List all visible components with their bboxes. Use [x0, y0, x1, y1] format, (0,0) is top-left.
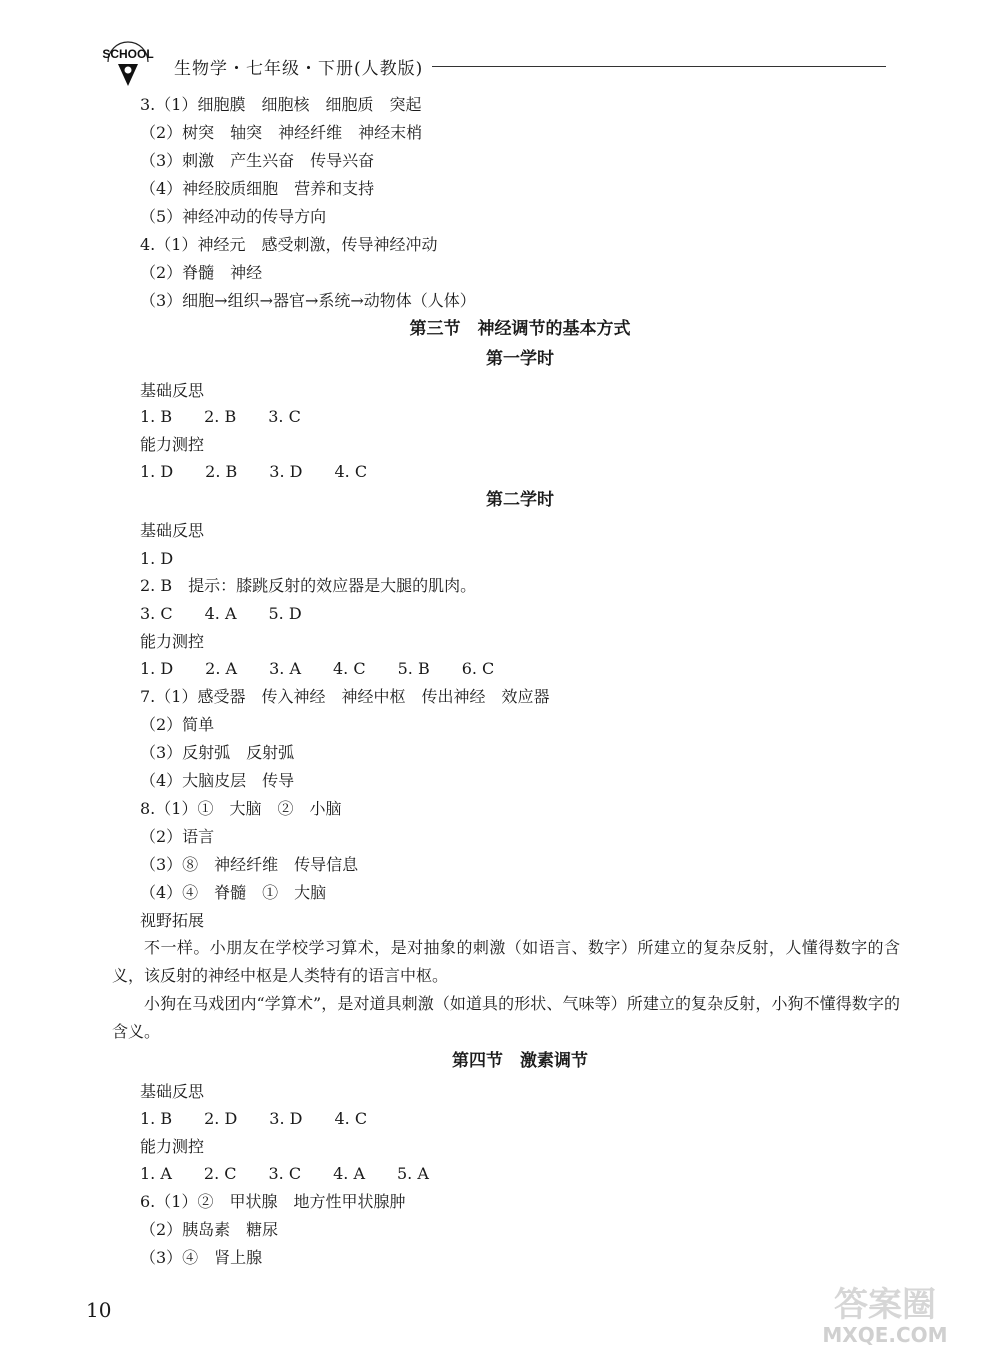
answer-line: （4）④ 脊髓 ① 大脑	[140, 883, 327, 902]
answer-line: （3）细胞→组织→器官→系统→动物体（人体）	[140, 291, 476, 310]
logo-text: SCHOOL	[102, 47, 154, 61]
category-label: 视野拓展	[140, 911, 205, 930]
answer-line: 1. B 2. D 3. D 4. C	[140, 1109, 368, 1128]
subsection-title: 第二学时	[486, 490, 554, 510]
answer-line: （4）神经胶质细胞 营养和支持	[140, 179, 375, 198]
answer-line: （4）大脑皮层 传导	[140, 771, 295, 790]
header-title: 生物学・七年级・下册(人教版)	[174, 59, 424, 79]
answer-line: 1. D	[140, 549, 174, 568]
extension-paragraph: 不一样。小朋友在学校学习算术，是对抽象的刺激（如语言、数字）所建立的复杂反射，人懂得数字的含义，该反射的神经中枢是人类特有的语言中枢。	[112, 938, 900, 985]
answer-line: 4.（1）神经元 感受刺激，传导神经冲动	[140, 235, 438, 254]
category-label: 基础反思	[140, 381, 205, 400]
category-label: 基础反思	[140, 1082, 205, 1101]
category-label: 能力测控	[140, 435, 205, 454]
answer-line: （3）④ 肾上腺	[140, 1248, 263, 1267]
page-header	[96, 34, 896, 94]
answer-line: （5）神经冲动的传导方向	[140, 207, 327, 226]
answer-line: （2）简单	[140, 715, 215, 734]
answer-line: （3）⑧ 神经纤维 传导信息	[140, 855, 359, 874]
answer-line: 1. D 2. B 3. D 4. C	[140, 462, 368, 481]
answer-line: 1. B 2. B 3. C	[140, 407, 301, 426]
answer-line: 3. C 4. A 5. D	[140, 604, 302, 623]
answer-line: 7.（1）感受器 传入神经 神经中枢 传出神经 效应器	[140, 687, 550, 706]
category-label: 基础反思	[140, 521, 205, 540]
answer-line: 1. A 2. C 3. C 4. A 5. A	[140, 1164, 429, 1183]
answer-line: 2. B 提示：膝跳反射的效应器是大腿的肌肉。	[140, 576, 477, 595]
answer-line: （2）脊髓 神经	[140, 263, 263, 282]
school-logo-icon	[96, 34, 160, 94]
answer-line: （3）反射弧 反射弧	[140, 743, 295, 762]
subsection-title: 第一学时	[486, 349, 554, 369]
section-title: 第四节 激素调节	[452, 1051, 588, 1071]
page-number: 10	[86, 1298, 112, 1322]
header-rule	[432, 66, 886, 67]
category-label: 能力测控	[140, 1137, 205, 1156]
category-label: 能力测控	[140, 632, 205, 651]
extension-paragraph: 小狗在马戏团内“学算术”，是对道具刺激（如道具的形状、气味等）所建立的复杂反射，小狗不懂得数字的含义。	[112, 994, 900, 1041]
section-title: 第三节 神经调节的基本方式	[409, 319, 631, 339]
watermark-logo	[790, 1278, 980, 1348]
answer-line: （2）树突 轴突 神经纤维 神经末梢	[140, 123, 423, 142]
answer-line: 8.（1）① 大脑 ② 小脑	[140, 799, 342, 818]
answer-line: （2）语言	[140, 827, 215, 846]
answer-line: （3）刺激 产生兴奋 传导兴奋	[140, 151, 375, 170]
answer-line: 1. D 2. A 3. A 4. C 5. B 6. C	[140, 659, 495, 678]
answer-line: 6.（1）② 甲状腺 地方性甲状腺肿	[140, 1192, 406, 1211]
watermark-text: 答案圈	[834, 1285, 936, 1325]
watermark-url: MXQE.COM	[822, 1323, 948, 1347]
answer-line: （2）胰岛素 糖尿	[140, 1220, 279, 1239]
answer-line: 3.（1）细胞膜 细胞核 细胞质 突起	[140, 95, 422, 114]
